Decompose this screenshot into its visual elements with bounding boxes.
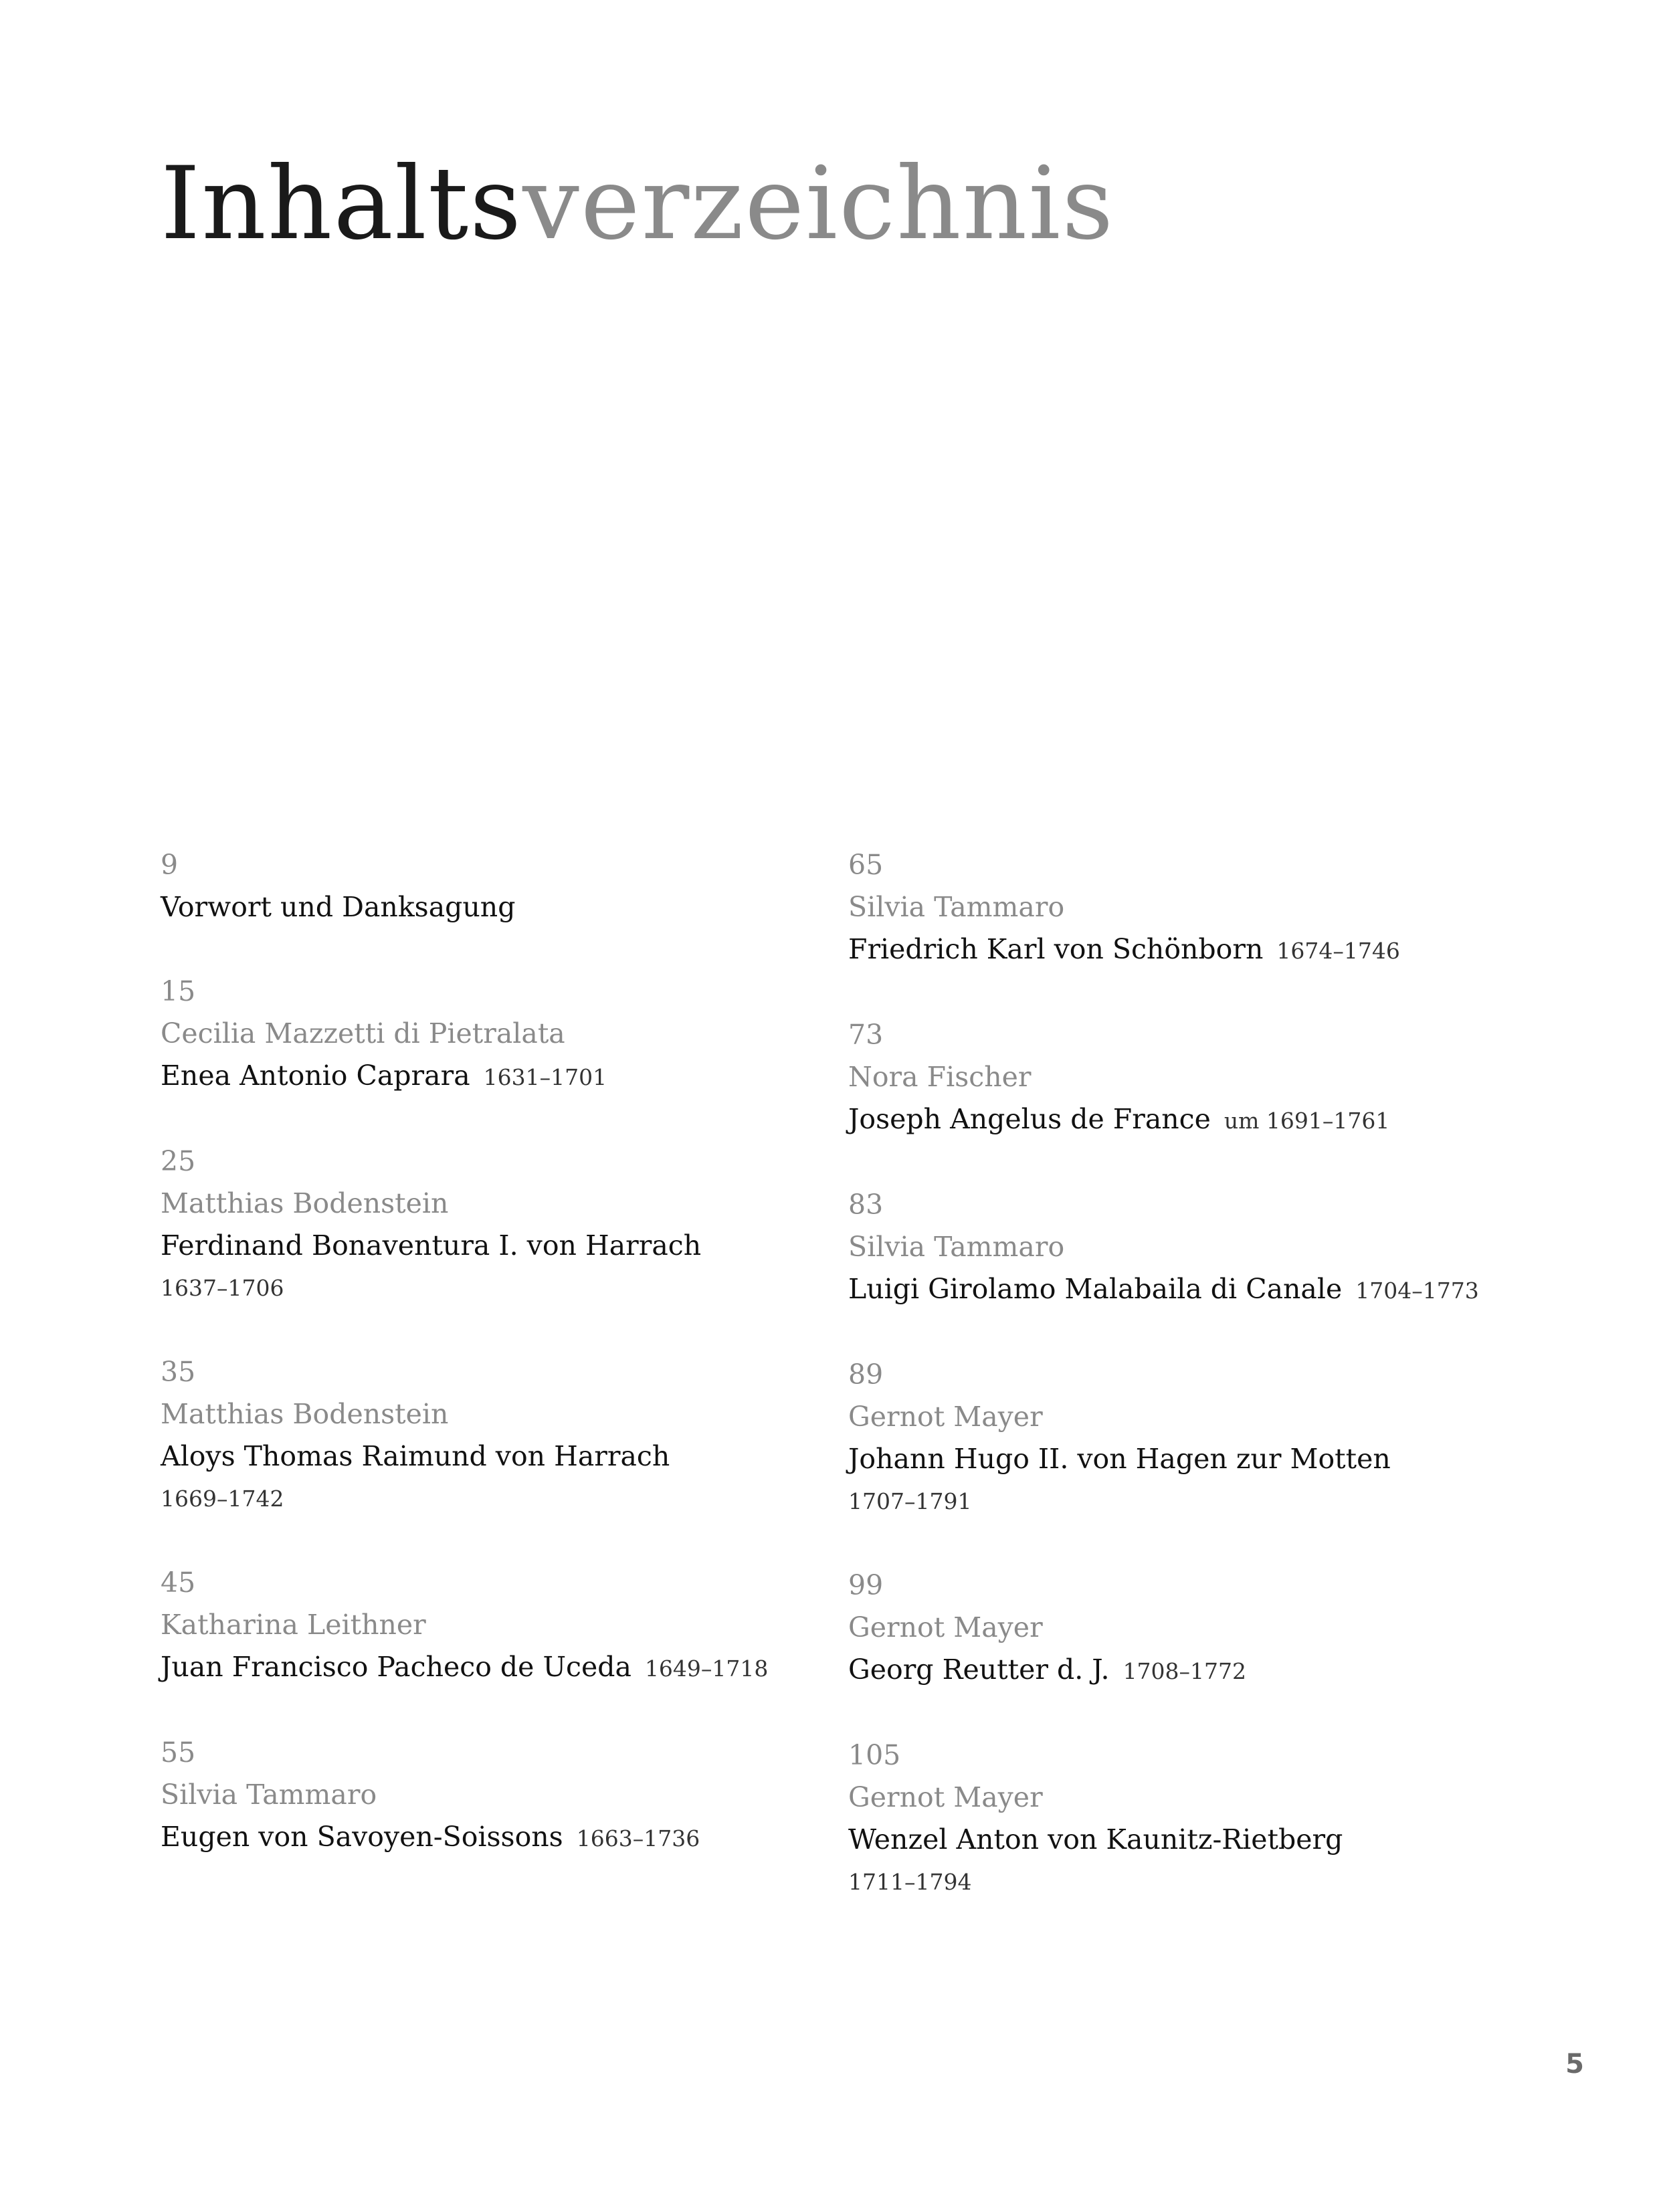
entry-dates: 1711–1794: [848, 1869, 972, 1895]
entry-page-number: 45: [161, 1567, 196, 1599]
entry-page-number: 83: [848, 1189, 884, 1221]
toc-entry[interactable]: [161, 1562, 803, 1690]
entry-author: Gernot Mayer: [848, 1401, 1043, 1433]
entry-dates: 1631–1701: [483, 1064, 607, 1090]
entry-author: Silvia Tammaro: [848, 891, 1065, 923]
page-title: [161, 146, 1115, 262]
entry-author: Katharina Leithner: [161, 1609, 426, 1641]
entry-title: Joseph Angelus de France: [848, 1103, 1211, 1135]
toc-entry[interactable]: [848, 1354, 1490, 1522]
entry-author: Matthias Bodenstein: [161, 1187, 449, 1219]
entry-author: Matthias Bodenstein: [161, 1398, 449, 1430]
toc-entry[interactable]: [161, 971, 803, 1098]
entry-page-number: 25: [161, 1145, 196, 1177]
entry-author: Gernot Mayer: [848, 1781, 1043, 1813]
entry-page-number: 55: [161, 1736, 196, 1769]
entry-title: Juan Francisco Pacheco de Uceda: [161, 1651, 631, 1683]
entry-title: Luigi Girolamo Malabaila di Canale: [848, 1273, 1343, 1305]
toc-entry[interactable]: [161, 844, 803, 928]
entry-title: Vorwort und Danksagung: [161, 891, 516, 923]
toc-column-left: [161, 844, 803, 1859]
entry-author: Gernot Mayer: [848, 1611, 1043, 1643]
entry-page-number: 9: [161, 849, 179, 881]
entry-dates: 1704–1773: [1355, 1278, 1479, 1304]
entry-page-number: 15: [161, 975, 196, 1007]
entry-dates: 1669–1742: [161, 1486, 284, 1512]
toc-entry[interactable]: [161, 1732, 803, 1859]
entry-page-number: 99: [848, 1569, 884, 1601]
entry-author: Cecilia Mazzetti di Pietralata: [161, 1017, 565, 1049]
entry-author: Nora Fischer: [848, 1061, 1032, 1093]
title-part-1: Inhalts: [161, 146, 523, 262]
entry-title: Enea Antonio Caprara: [161, 1060, 470, 1092]
entry-page-number: 35: [161, 1356, 196, 1388]
entry-dates: 1674–1746: [1276, 938, 1400, 964]
toc-entry[interactable]: [848, 1014, 1490, 1142]
toc-entry[interactable]: [848, 1565, 1490, 1692]
entry-title: Wenzel Anton von Kaunitz-Rietberg: [848, 1823, 1343, 1855]
entry-dates: 1708–1772: [1123, 1658, 1247, 1684]
entry-dates: 1649–1718: [644, 1655, 769, 1682]
toc-entry[interactable]: [848, 1184, 1490, 1312]
entry-title: Eugen von Savoyen-Soissons: [161, 1821, 563, 1853]
entry-page-number: 73: [848, 1019, 884, 1051]
toc-column-right: [848, 844, 1490, 1903]
entry-title: Aloys Thomas Raimund von Harrach: [161, 1440, 670, 1472]
entry-dates: 1707–1791: [848, 1488, 972, 1514]
page-number: 5: [1565, 2049, 1584, 2080]
entry-author: Silvia Tammaro: [161, 1779, 377, 1811]
entry-dates: 1663–1736: [576, 1825, 700, 1851]
entry-page-number: 105: [848, 1739, 901, 1771]
entry-page-number: 65: [848, 849, 884, 881]
entry-title: Ferdinand Bonaventura I. von Harrach: [161, 1229, 702, 1262]
entry-dates: um 1691–1761: [1224, 1108, 1390, 1134]
entry-title: Friedrich Karl von Schönborn: [848, 933, 1264, 965]
title-part-2: verzeichnis: [522, 146, 1115, 262]
entry-page-number: 89: [848, 1359, 884, 1391]
toc-entry[interactable]: [848, 844, 1490, 972]
toc-entry[interactable]: [848, 1734, 1490, 1903]
toc-entry[interactable]: [161, 1351, 803, 1520]
entry-title: Johann Hugo II. von Hagen zur Motten: [848, 1443, 1391, 1475]
entry-dates: 1637–1706: [161, 1275, 284, 1301]
entry-author: Silvia Tammaro: [848, 1231, 1065, 1263]
toc-entry[interactable]: [161, 1140, 803, 1309]
entry-title: Georg Reutter d. J.: [848, 1653, 1110, 1686]
